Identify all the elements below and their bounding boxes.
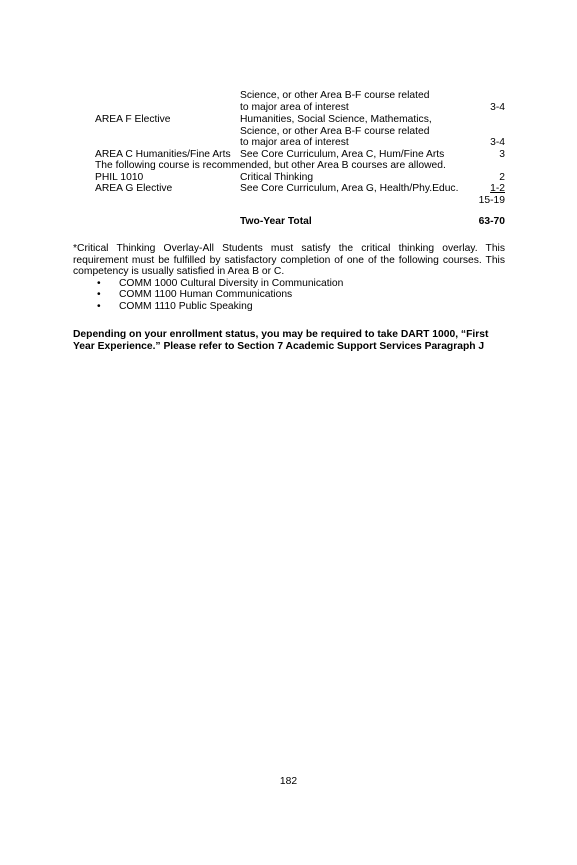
two-year-total-label: Two-Year Total xyxy=(240,216,312,227)
table-note: The following course is recommended, but other Area B courses are allowed. xyxy=(95,160,446,171)
table-cell-credits: 3-4 xyxy=(490,137,505,148)
table-cell-credits: 3 xyxy=(499,149,505,160)
list-item xyxy=(73,301,505,313)
table-cell-course: AREA F Elective xyxy=(95,114,171,125)
list-item xyxy=(73,289,505,301)
course-name: COMM 1100 Human Communications xyxy=(119,289,293,301)
bullet: • xyxy=(97,289,101,301)
table-cell-course: AREA G Elective xyxy=(95,183,173,194)
table-cell-description: to major area of interest xyxy=(240,102,349,113)
table-cell-description: Science, or other Area B-F course related xyxy=(240,126,430,137)
course-list xyxy=(73,278,505,313)
table-cell-description: Critical Thinking xyxy=(240,172,314,183)
table-cell-course: PHIL 1010 xyxy=(95,172,144,183)
page-number: 182 xyxy=(279,776,298,787)
table-cell-description: Science, or other Area B-F course related xyxy=(240,90,430,101)
bullet: • xyxy=(97,300,101,312)
bullet: • xyxy=(97,277,101,289)
table-cell-description: to major area of interest xyxy=(240,137,349,148)
table-subtotal: 15-19 xyxy=(478,195,505,206)
table-cell-credits: 3-4 xyxy=(490,102,505,113)
table-cell-description: Humanities, Social Science, Mathematics, xyxy=(240,114,432,125)
two-year-total-value: 63-70 xyxy=(478,216,505,227)
table-cell-description: See Core Curriculum, Area C, Hum/Fine Arts xyxy=(240,149,445,160)
list-item xyxy=(73,278,505,290)
table-cell-course: AREA C Humanities/Fine Arts xyxy=(95,149,231,160)
critical-thinking-text: *Critical Thinking Overlay-All Students must satisfy the critical thinking overlay. This requirement must be fulfilled by satisfactory completion of one of the following courses. This competency is usually satisfied in Area B or C. xyxy=(73,243,505,278)
table-cell-description: See Core Curriculum, Area G, Health/Phy.Educ. xyxy=(240,183,459,194)
enrollment-notice: Depending on your enrollment status, you may be required to take DART 1000, “First Year Experience.” Please refer to Section 7 Academic Support Services Paragraph J xyxy=(73,329,489,352)
course-name: COMM 1000 Cultural Diversity in Communication xyxy=(119,277,344,289)
table-cell-credits: 2 xyxy=(499,172,505,183)
critical-thinking-section xyxy=(73,243,505,313)
table-cell-credits: 1-2 xyxy=(490,183,505,194)
course-name: COMM 1110 Public Speaking xyxy=(119,300,253,312)
